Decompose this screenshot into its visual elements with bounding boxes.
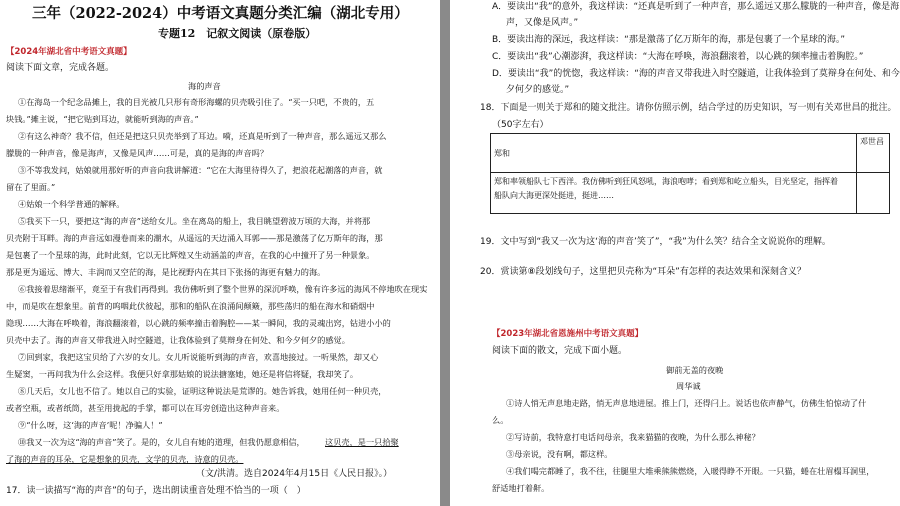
article-line: ①在海岛一个纪念品摊上，我的目光被几只形有奇形海螺的贝壳吸引住了。“买一只吧，不贵的，五 — [18, 97, 375, 107]
article-line: 生疑窦，一再问我为什么会这样。我便只好拿那姑娘的说法搪塞她，她还是将信将疑，我却笑了。 — [6, 369, 359, 379]
article2-line: ①诗人悄无声息地走路，悄无声息地进屋。推上门，还得闩上。说话也依声静气，仿佛生怕惊动了什 — [506, 398, 867, 408]
article-line: ⑧几天后，女儿也不信了。她以自己的实验，证明这种说法是荒谬的。她告诉我，她用任何一种贝壳， — [18, 386, 387, 396]
table-header-zhenghe: 郑和 — [491, 134, 857, 173]
article2-line: 舒适地打着鼾。 — [492, 483, 550, 493]
question-17: 17．读一读描写“海的声音”的句子，选出朗读重音处理不恰当的一项（ ） — [6, 486, 306, 496]
option-a-cont: 声，又像是风声。” — [506, 18, 579, 28]
table-header-dengshichang: 邓世昌 — [857, 134, 890, 173]
article-line: 中，而是吹在想象里。前背的呜咽此伏彼起，那和的船队在浪涌间颠簸，那些荡归的船在海水和硝烟中 — [6, 301, 375, 311]
article2-title: 御前无盖的夜晚 — [666, 365, 724, 375]
article-source: （文/洪清。选自2024年4月15日《人民日报》。） — [196, 469, 393, 479]
article-line: 贝壳中去了。海的声音又带我进入时空隧道，让我体验到了莫辩身在何处、和今夕何夕的感觉。 — [6, 335, 350, 345]
article-line: ⑩我又一次为这“海的声音”笑了。是的，女儿自有她的道理，但我仍愿意相信， — [18, 437, 305, 447]
table-note-line-1: 郑和率领船队七下西洋。我仿佛听到狂风怒吼，海浪咆哮；看到郑和屹立船头，目光坚定，指挥着 — [494, 177, 838, 186]
article2-line: ③母亲说，没有啊，都这样。 — [506, 449, 613, 459]
source-tag-2023: 【2023年湖北省恩施州中考语文真题】 — [492, 329, 644, 339]
reading-instruction-2: 阅读下面的散文，完成下面小题。 — [492, 346, 628, 356]
question-18: 18．下面是一则关于郑和的随文批注。请你仿照示例，结合学过的历史知识，写一则有关邓世昌的批注。 — [480, 103, 897, 113]
article-line: ⑥我接着思绪渐平，竟至于有我们再得到。我仿佛听到了整个世界的深沉呼唤，像有许多远的海风不停地吹在现实 — [18, 284, 428, 294]
left-document-page — [0, 0, 440, 506]
underlined-sentence: 这贝壳，是一只拾聚 — [325, 437, 399, 447]
article-line: ④姑娘一个科学普通的解释。 — [18, 199, 125, 209]
article-line: 或者空瓶，或者纸筒，甚至用拢起的手掌，都可以在耳旁创造出这种声音来。 — [6, 403, 285, 413]
article2-author: 周华诚 — [676, 381, 701, 391]
article-line: ⑦回到家，我把这宝贝给了六岁的女儿。女儿听说能听到海的声音，欢喜地接过。一听果然，却又心 — [18, 352, 379, 362]
article-title: 海的声音 — [188, 81, 221, 91]
source-tag: 【2024年湖北省中考语文真题】 — [6, 47, 132, 57]
annotation-table — [490, 133, 890, 214]
article-line: 是包裹了一个星球的海，此时此刻，它以无比辉煌又生动涵盖的声音，在我的心中撞开了另一种景象。 — [6, 250, 375, 260]
question-18-limit: （50字左右） — [492, 120, 549, 130]
article-line: ②有这么神奇？我不信，但还是把这只贝壳举到了耳边。嗬，还真是听到了一种声音，那么遥远又那么 — [18, 131, 387, 141]
article2-line: 么。 — [492, 415, 509, 425]
option-d: D．要读出“我”的恍惚，我这样读：“海的声音又带我进入时空隧道，让我体验到了莫辩身在何处、和今 — [492, 69, 900, 79]
document-title: 三年（2022-2024）中考语文真题分类汇编（湖北专用） — [32, 5, 409, 22]
section-subtitle: 专题12 记叙文阅读（原卷版） — [158, 27, 317, 40]
article2-line: ②写诗前，我特意打电话问母亲，我来猫猫的夜晚，为什么那么神秘？ — [506, 432, 760, 442]
article-line-underlined: 了海的声音的耳朵，它是想象的贝壳，文学的贝壳，诗意的贝壳。 — [6, 454, 244, 464]
option-a: A．要读出“我”的意外，我这样读：“还真是听到了一种声音，那么遥远又那么朦胧的一种声音，像是海 — [492, 2, 900, 12]
table-note-line-2: 船队向大海更深处挺进，挺进…… — [494, 190, 614, 200]
article-line: 块钱。”摊主说，“把它贴到耳边，就能听到海的声音。” — [6, 114, 199, 124]
article-line: 那是更为遥远、博大、丰润而又空茫的海，是比视野内在其日下张扬的海更有魅力的海。 — [6, 267, 326, 277]
article-line: ⑨“什么呀，这‘海的声音’呢！净骗人！” — [18, 420, 163, 430]
article-line: 留在了里面。” — [6, 182, 56, 192]
question-19: 19．文中写到“我又一次为这‘海的声音’笑了”，“我”为什么笑？结合全文说说你的理解。 — [480, 237, 831, 247]
article-line: 贝壳附于耳畔。海的声音远如漫卷而来的潮水，从遥远的天边涌入耳郭——那是激荡了亿万斯年的海，那 — [6, 233, 383, 243]
article-line: ③不等我发问，姑娘就用那好听的声音向我讲解道：“它在大海里待得久了，把浪花起潮落的声音，就 — [18, 165, 383, 175]
option-d-cont: 夕何夕的感觉。” — [506, 85, 570, 95]
article-line: ⑤我买下一只，要把这“海的声音”送给女儿。坐在离岛的船上，我目眺望碧波万顷的大海，并将那 — [18, 216, 371, 226]
right-document-page — [450, 0, 900, 506]
article-line: 隐现……大海在呼唤着，海浪翻滚着，以心跳的频率撞击着胸腔——某一瞬间，我的灵魂出窍，钻进小小的 — [6, 318, 391, 328]
reading-instruction: 阅读下面文章，完成各题。 — [6, 63, 115, 73]
question-20: 20．赏读第⑧段划线句子，这里把贝壳称为“耳朵”有怎样的表达效果和深刻含义？ — [480, 267, 806, 277]
table-cell-zhenghe-note — [491, 173, 857, 214]
article2-line: ④我们喝完都睡了，我不往，往腿里大堆乘熊熊燃烧，入暖得睁不开眼。一只猫，蜷在壮眉榻耳洞里， — [506, 466, 875, 476]
option-c: C．要读出“我”心潮澎湃，我这样读：“大海在呼唤，海浪翻滚着，以心跳的频率撞击着胸腔。” — [492, 52, 864, 62]
option-b: B．要读出海的深远，我这样读：“那是激荡了亿万斯年的海，那是包裹了一个星球的海。” — [492, 35, 846, 45]
article-line: 朦胧的一种声音，像是海声，又像是风声……可是，真的是海的声音吗？ — [6, 148, 269, 158]
table-cell-answer[interactable] — [857, 173, 890, 214]
